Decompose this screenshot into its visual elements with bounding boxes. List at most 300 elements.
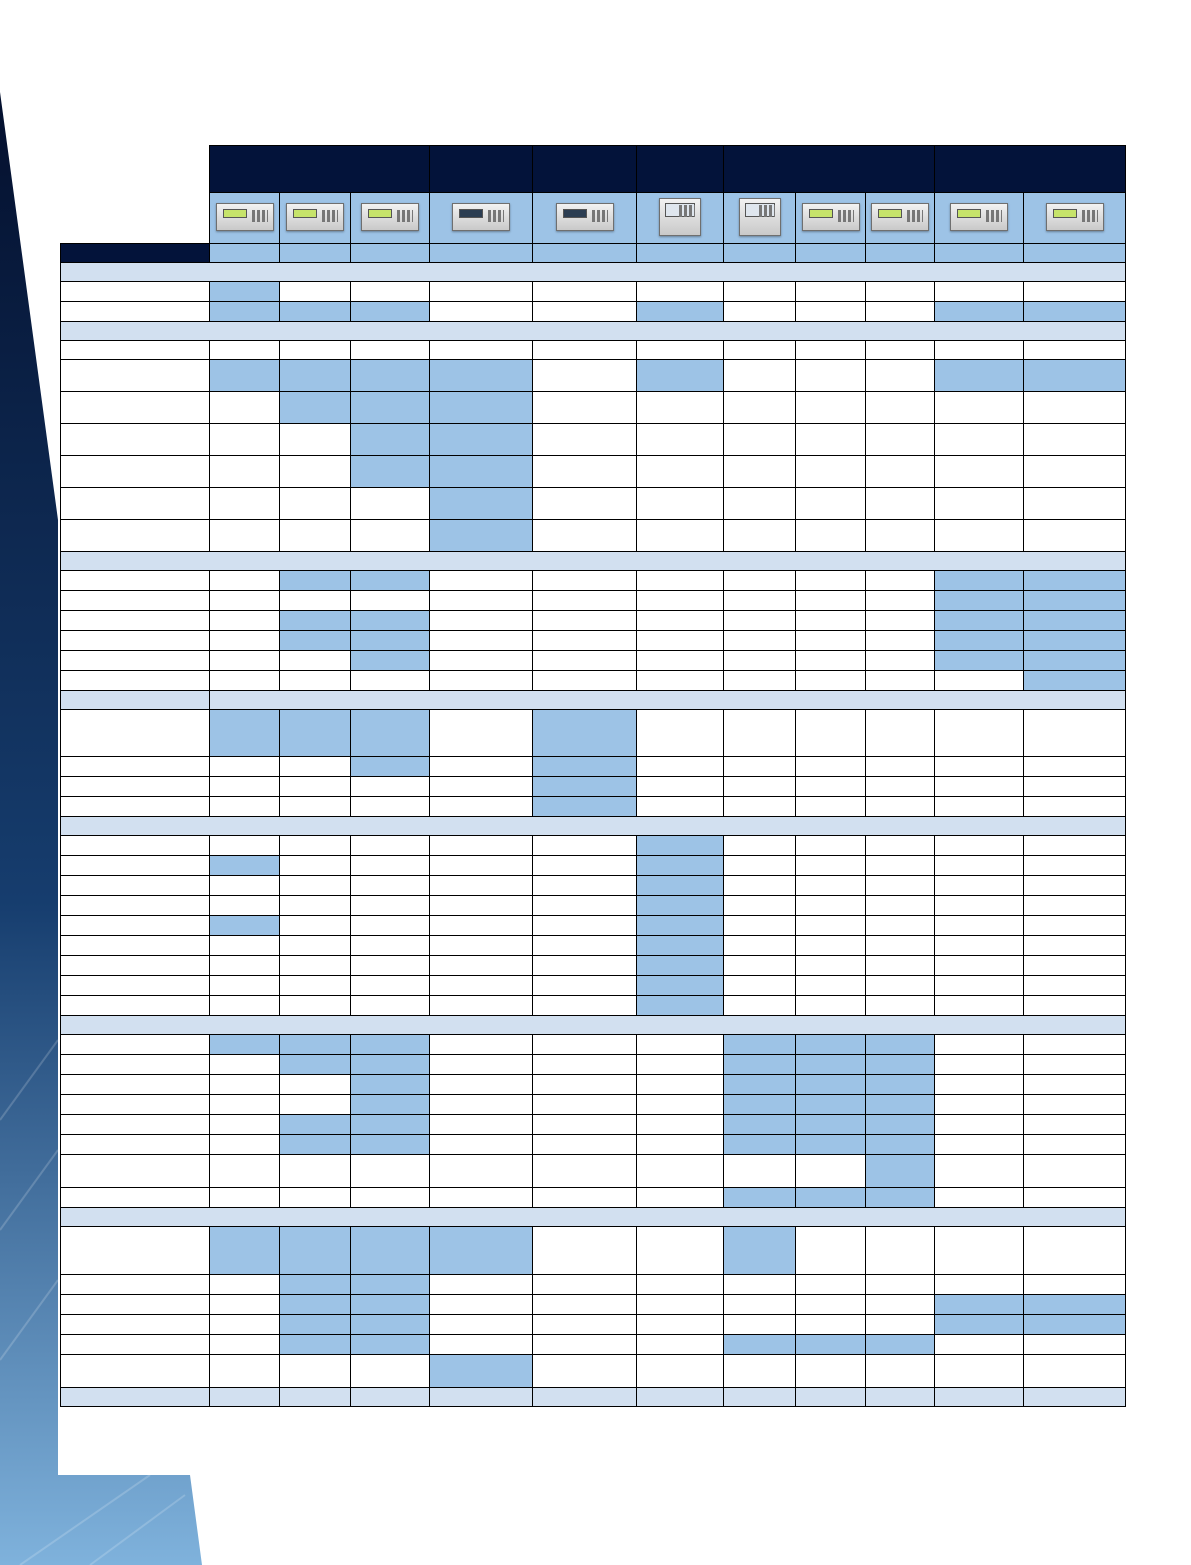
- feature-cell: [533, 996, 637, 1016]
- feature-cell: [935, 896, 1024, 916]
- feature-cell: [351, 520, 430, 552]
- feature-cell: [935, 392, 1024, 424]
- feature-label-cell: [61, 1275, 210, 1295]
- feature-cell: [280, 1188, 351, 1208]
- feature-cell: [351, 956, 430, 976]
- feature-cell: [1024, 797, 1126, 817]
- column-header-cell: [430, 244, 533, 263]
- feature-cell: [796, 976, 866, 996]
- feature-cell: [866, 591, 935, 611]
- product-image-cell: [430, 193, 533, 244]
- feature-supported-cell: [210, 856, 280, 876]
- feature-cell: [935, 956, 1024, 976]
- feature-row: [61, 591, 1126, 611]
- feature-cell: [210, 591, 280, 611]
- feature-supported-cell: [280, 1227, 351, 1275]
- feature-supported-cell: [637, 302, 724, 322]
- feature-cell: [1024, 710, 1126, 757]
- feature-supported-cell: [935, 360, 1024, 392]
- footer-cell: [210, 1388, 280, 1407]
- feature-cell: [724, 916, 796, 936]
- feature-cell: [210, 424, 280, 456]
- feature-cell: [533, 1275, 637, 1295]
- product-comparison-table: [60, 145, 1126, 1407]
- feature-cell: [637, 1055, 724, 1075]
- feature-cell: [866, 651, 935, 671]
- feature-supported-cell: [935, 1315, 1024, 1335]
- feature-label-cell: [61, 936, 210, 956]
- feature-cell: [935, 996, 1024, 1016]
- calibrator-icon: [216, 203, 274, 231]
- feature-supported-cell: [351, 571, 430, 591]
- feature-row: [61, 777, 1126, 797]
- feature-supported-cell: [866, 1095, 935, 1115]
- feature-supported-cell: [280, 1055, 351, 1075]
- feature-cell: [935, 456, 1024, 488]
- section-header-row: [61, 691, 1126, 710]
- feature-row: [61, 671, 1126, 691]
- feature-cell: [866, 836, 935, 856]
- feature-cell: [935, 1335, 1024, 1355]
- feature-cell: [1024, 1155, 1126, 1188]
- feature-cell: [796, 1227, 866, 1275]
- feature-cell: [866, 956, 935, 976]
- feature-cell: [637, 591, 724, 611]
- feature-cell: [210, 611, 280, 631]
- feature-cell: [724, 1275, 796, 1295]
- feature-cell: [430, 631, 533, 651]
- feature-cell: [430, 1095, 533, 1115]
- feature-cell: [935, 1355, 1024, 1388]
- feature-supported-cell: [796, 1075, 866, 1095]
- feature-supported-cell: [533, 757, 637, 777]
- feature-supported-cell: [280, 710, 351, 757]
- feature-row: [61, 896, 1126, 916]
- feature-supported-cell: [280, 571, 351, 591]
- feature-cell: [210, 651, 280, 671]
- feature-supported-cell: [430, 392, 533, 424]
- feature-cell: [430, 856, 533, 876]
- feature-label-cell: [61, 1227, 210, 1275]
- feature-cell: [533, 856, 637, 876]
- feature-cell: [796, 392, 866, 424]
- feature-cell: [724, 520, 796, 552]
- feature-cell: [796, 836, 866, 856]
- feature-cell: [280, 591, 351, 611]
- feature-row: [61, 876, 1126, 896]
- feature-cell: [1024, 1335, 1126, 1355]
- feature-cell: [935, 341, 1024, 360]
- feature-cell: [935, 1095, 1024, 1115]
- feature-cell: [430, 777, 533, 797]
- feature-cell: [637, 777, 724, 797]
- feature-cell: [210, 1055, 280, 1075]
- feature-cell: [935, 710, 1024, 757]
- feature-supported-cell: [351, 1055, 430, 1075]
- feature-supported-cell: [637, 976, 724, 996]
- feature-cell: [351, 797, 430, 817]
- feature-cell: [866, 777, 935, 797]
- feature-cell: [533, 1295, 637, 1315]
- calibrator-icon: [286, 203, 344, 231]
- product-image-cell: [210, 193, 280, 244]
- feature-row: [61, 360, 1126, 392]
- feature-label-cell: [61, 976, 210, 996]
- feature-supported-cell: [866, 1335, 935, 1355]
- feature-supported-cell: [280, 1335, 351, 1355]
- footer-cell: [351, 1388, 430, 1407]
- feature-cell: [1024, 341, 1126, 360]
- feature-cell: [210, 1355, 280, 1388]
- feature-cell: [533, 671, 637, 691]
- feature-cell: [724, 976, 796, 996]
- feature-supported-cell: [935, 611, 1024, 631]
- feature-cell: [796, 757, 866, 777]
- feature-supported-cell: [1024, 591, 1126, 611]
- feature-cell: [210, 520, 280, 552]
- column-header-cell: [935, 244, 1024, 263]
- feature-cell: [866, 341, 935, 360]
- feature-cell: [796, 856, 866, 876]
- feature-cell: [210, 797, 280, 817]
- feature-label-cell: [61, 1095, 210, 1115]
- feature-cell: [430, 1155, 533, 1188]
- feature-row: [61, 1335, 1126, 1355]
- feature-supported-cell: [210, 710, 280, 757]
- feature-cell: [637, 1355, 724, 1388]
- analyzer-icon: [739, 198, 781, 236]
- feature-cell: [724, 1315, 796, 1335]
- feature-supported-cell: [210, 282, 280, 302]
- feature-row: [61, 631, 1126, 651]
- feature-cell: [1024, 1188, 1126, 1208]
- feature-label-cell: [61, 282, 210, 302]
- product-image-cell: [351, 193, 430, 244]
- feature-cell: [430, 1335, 533, 1355]
- feature-supported-cell: [796, 1115, 866, 1135]
- feature-cell: [796, 424, 866, 456]
- feature-cell: [210, 341, 280, 360]
- product-image-cell: [1024, 193, 1126, 244]
- section-band: [61, 552, 1126, 571]
- feature-row: [61, 1075, 1126, 1095]
- feature-label-cell: [61, 360, 210, 392]
- feature-cell: [533, 631, 637, 651]
- feature-supported-cell: [210, 1227, 280, 1275]
- feature-cell: [935, 488, 1024, 520]
- feature-cell: [637, 1275, 724, 1295]
- feature-cell: [724, 710, 796, 757]
- feature-row: [61, 282, 1126, 302]
- feature-cell: [637, 571, 724, 591]
- feature-cell: [724, 424, 796, 456]
- feature-supported-cell: [533, 710, 637, 757]
- feature-cell: [724, 282, 796, 302]
- feature-label-cell: [61, 302, 210, 322]
- feature-cell: [796, 1355, 866, 1388]
- feature-cell: [796, 996, 866, 1016]
- feature-supported-cell: [280, 392, 351, 424]
- feature-cell: [796, 896, 866, 916]
- feature-cell: [637, 456, 724, 488]
- feature-row: [61, 956, 1126, 976]
- feature-cell: [724, 757, 796, 777]
- feature-cell: [637, 757, 724, 777]
- feature-cell: [637, 520, 724, 552]
- feature-cell: [724, 341, 796, 360]
- feature-cell: [533, 651, 637, 671]
- feature-cell: [724, 1355, 796, 1388]
- feature-supported-cell: [351, 1335, 430, 1355]
- feature-label-cell: [61, 1075, 210, 1095]
- feature-row: [61, 1115, 1126, 1135]
- feature-cell: [533, 1135, 637, 1155]
- feature-cell: [796, 1315, 866, 1335]
- feature-cell: [280, 757, 351, 777]
- feature-supported-cell: [280, 1295, 351, 1315]
- feature-cell: [351, 1188, 430, 1208]
- feature-row: [61, 456, 1126, 488]
- feature-cell: [796, 302, 866, 322]
- feature-cell: [430, 1115, 533, 1135]
- feature-cell: [280, 520, 351, 552]
- section-band: [210, 691, 1126, 710]
- feature-label-cell: [61, 424, 210, 456]
- feature-cell: [1024, 916, 1126, 936]
- feature-row: [61, 571, 1126, 591]
- feature-cell: [533, 1075, 637, 1095]
- feature-cell: [724, 651, 796, 671]
- section-header-row: [61, 1016, 1126, 1035]
- feature-cell: [1024, 1275, 1126, 1295]
- feature-cell: [724, 956, 796, 976]
- feature-row: [61, 611, 1126, 631]
- feature-cell: [280, 1075, 351, 1095]
- feature-label-cell: [61, 671, 210, 691]
- feature-cell: [1024, 1055, 1126, 1075]
- feature-cell: [935, 976, 1024, 996]
- feature-supported-cell: [935, 571, 1024, 591]
- feature-cell: [280, 282, 351, 302]
- feature-cell: [724, 611, 796, 631]
- section-header-row: [61, 552, 1126, 571]
- feature-label-cell: [61, 916, 210, 936]
- feature-row: [61, 916, 1126, 936]
- feature-cell: [351, 1155, 430, 1188]
- feature-cell: [210, 1335, 280, 1355]
- feature-cell: [280, 956, 351, 976]
- table-footer-row: [61, 1388, 1126, 1407]
- feature-cell: [351, 836, 430, 856]
- feature-supported-cell: [796, 1055, 866, 1075]
- feature-label-cell: [61, 1055, 210, 1075]
- feature-cell: [866, 631, 935, 651]
- feature-cell: [280, 488, 351, 520]
- feature-cell: [724, 1295, 796, 1315]
- feature-row: [61, 1355, 1126, 1388]
- feature-cell: [935, 1135, 1024, 1155]
- feature-cell: [724, 302, 796, 322]
- feature-row: [61, 797, 1126, 817]
- feature-cell: [796, 611, 866, 631]
- column-header-cell: [533, 244, 637, 263]
- analyzer-icon: [871, 203, 929, 231]
- feature-cell: [533, 876, 637, 896]
- feature-cell: [533, 302, 637, 322]
- feature-supported-cell: [210, 1035, 280, 1055]
- feature-supported-cell: [430, 488, 533, 520]
- feature-cell: [280, 896, 351, 916]
- feature-cell: [351, 916, 430, 936]
- feature-supported-cell: [1024, 302, 1126, 322]
- feature-cell: [724, 797, 796, 817]
- feature-cell: [533, 424, 637, 456]
- feature-cell: [637, 611, 724, 631]
- calibrator-icon: [950, 203, 1008, 231]
- feature-cell: [637, 1035, 724, 1055]
- product-image-cell: [280, 193, 351, 244]
- feature-row: [61, 302, 1126, 322]
- feature-cell: [866, 710, 935, 757]
- feature-cell: [935, 671, 1024, 691]
- feature-cell: [210, 1275, 280, 1295]
- feature-cell: [866, 936, 935, 956]
- feature-cell: [1024, 1115, 1126, 1135]
- feature-cell: [866, 976, 935, 996]
- feature-supported-cell: [935, 651, 1024, 671]
- feature-supported-cell: [637, 876, 724, 896]
- feature-cell: [430, 611, 533, 631]
- feature-label-cell: [61, 1035, 210, 1055]
- feature-cell: [637, 424, 724, 456]
- feature-cell: [210, 671, 280, 691]
- column-header-cell: [724, 244, 796, 263]
- feature-cell: [724, 456, 796, 488]
- feature-cell: [935, 936, 1024, 956]
- feature-cell: [866, 611, 935, 631]
- feature-cell: [280, 797, 351, 817]
- feature-cell: [351, 591, 430, 611]
- feature-supported-cell: [430, 1227, 533, 1275]
- feature-row: [61, 1095, 1126, 1115]
- feature-cell: [637, 671, 724, 691]
- feature-supported-cell: [1024, 1315, 1126, 1335]
- feature-cell: [935, 1188, 1024, 1208]
- feature-supported-cell: [796, 1335, 866, 1355]
- feature-cell: [935, 836, 1024, 856]
- feature-cell: [533, 836, 637, 856]
- feature-cell: [796, 936, 866, 956]
- feature-supported-cell: [351, 1095, 430, 1115]
- feature-supported-cell: [1024, 1295, 1126, 1315]
- feature-supported-cell: [351, 651, 430, 671]
- feature-cell: [430, 302, 533, 322]
- feature-label-cell: [61, 710, 210, 757]
- feature-cell: [430, 651, 533, 671]
- feature-cell: [430, 836, 533, 856]
- feature-supported-cell: [351, 1227, 430, 1275]
- feature-supported-cell: [866, 1135, 935, 1155]
- feature-cell: [210, 488, 280, 520]
- feature-cell: [351, 936, 430, 956]
- feature-cell: [935, 424, 1024, 456]
- multiproduct-calibrator-icon: [556, 203, 614, 231]
- feature-cell: [280, 1155, 351, 1188]
- feature-cell: [430, 1275, 533, 1295]
- feature-label-cell: [61, 631, 210, 651]
- feature-supported-cell: [351, 456, 430, 488]
- feature-cell: [351, 876, 430, 896]
- feature-cell: [533, 1055, 637, 1075]
- feature-cell: [866, 360, 935, 392]
- feature-supported-cell: [935, 591, 1024, 611]
- feature-row: [61, 1295, 1126, 1315]
- feature-cell: [866, 424, 935, 456]
- feature-cell: [1024, 282, 1126, 302]
- feature-supported-cell: [1024, 651, 1126, 671]
- feature-cell: [796, 1275, 866, 1295]
- feature-supported-cell: [637, 896, 724, 916]
- feature-supported-cell: [1024, 571, 1126, 591]
- feature-supported-cell: [724, 1188, 796, 1208]
- section-band: [61, 1016, 1126, 1035]
- header-group-6: [935, 146, 1126, 193]
- feature-row: [61, 1155, 1126, 1188]
- feature-cell: [430, 936, 533, 956]
- feature-supported-cell: [866, 1188, 935, 1208]
- feature-cell: [210, 571, 280, 591]
- feature-cell: [724, 896, 796, 916]
- feature-label-cell: [61, 1135, 210, 1155]
- feature-supported-cell: [724, 1035, 796, 1055]
- feature-cell: [796, 631, 866, 651]
- feature-supported-cell: [866, 1055, 935, 1075]
- feature-cell: [210, 936, 280, 956]
- feature-cell: [430, 757, 533, 777]
- feature-supported-cell: [351, 757, 430, 777]
- feature-cell: [430, 976, 533, 996]
- feature-cell: [724, 856, 796, 876]
- feature-cell: [935, 1055, 1024, 1075]
- feature-supported-cell: [724, 1335, 796, 1355]
- feature-cell: [1024, 392, 1126, 424]
- feature-cell: [637, 1075, 724, 1095]
- feature-label-cell: [61, 1115, 210, 1135]
- feature-label-cell: [61, 1188, 210, 1208]
- feature-row: [61, 341, 1126, 360]
- feature-cell: [637, 797, 724, 817]
- feature-cell: [935, 856, 1024, 876]
- analyzer-icon: [802, 203, 860, 231]
- feature-row: [61, 1035, 1126, 1055]
- feature-cell: [533, 341, 637, 360]
- feature-cell: [430, 896, 533, 916]
- feature-label-cell: [61, 777, 210, 797]
- feature-cell: [533, 520, 637, 552]
- footer-cell: [866, 1388, 935, 1407]
- feature-cell: [210, 1135, 280, 1155]
- column-header-cell: [866, 244, 935, 263]
- feature-supported-cell: [280, 631, 351, 651]
- feature-cell: [1024, 1355, 1126, 1388]
- oscilloscope-calibrator-icon: [452, 203, 510, 231]
- feature-supported-cell: [430, 1355, 533, 1388]
- feature-row: [61, 1315, 1126, 1335]
- feature-supported-cell: [351, 360, 430, 392]
- feature-cell: [724, 488, 796, 520]
- feature-cell: [724, 360, 796, 392]
- feature-cell: [637, 651, 724, 671]
